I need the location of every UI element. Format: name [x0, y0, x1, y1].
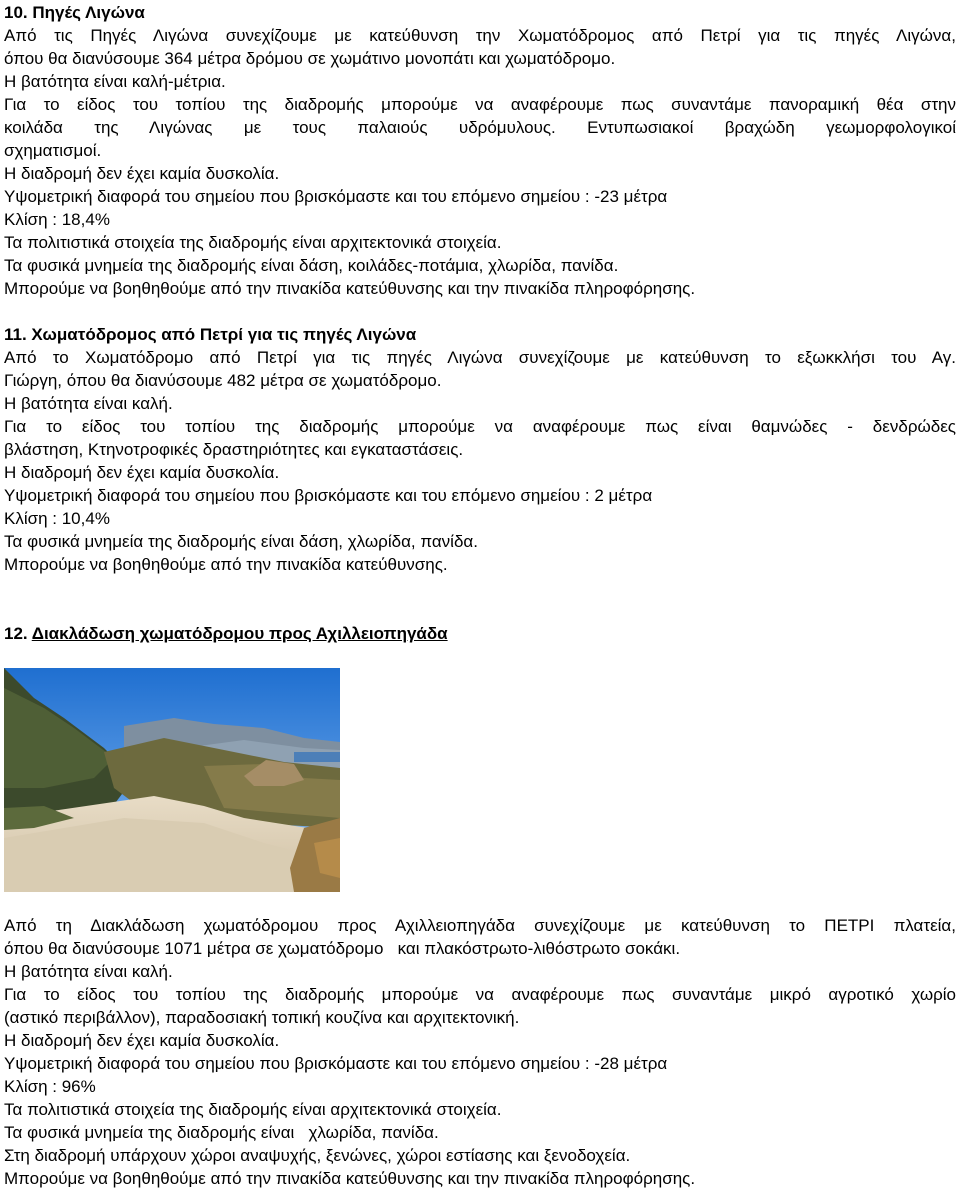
section-heading: 11. Χωματόδρομος από Πετρί για τις πηγές Λιγώνα [4, 325, 417, 344]
paragraph-line: κοιλάδα της Λιγώνας με τους παλαιούς υδρόμυλους. Εντυπωσιακοί βραχώδη γεωμορφολογικοί [4, 118, 956, 137]
paragraph-line: Μπορούμε να βοηθηθούμε από την πινακίδα κατεύθυνσης και την πινακίδα πληροφόρησης. [4, 279, 696, 298]
landscape-photo [4, 668, 340, 892]
paragraph-line: Τα πολιτιστικά στοιχεία της διαδρομής είναι αρχιτεκτονικά στοιχεία. [4, 233, 502, 252]
paragraph-line: Η διαδρομή δεν έχει καμία δυσκολία. [4, 463, 280, 482]
paragraph-line: Τα φυσικά μνημεία της διαδρομής είναι χλωρίδα, πανίδα. [4, 1123, 439, 1142]
section-title-underlined: Διακλάδωση χωματόδρομου προς Αχιλλειοπηγάδα [31, 624, 448, 643]
paragraph-line: Από τις Πηγές Λιγώνα συνεχίζουμε με κατεύθυνση την Χωματόδρομος από Πετρί για τις πηγές Λιγώνα, [4, 26, 956, 45]
section-12 [4, 622, 956, 645]
paragraph-line: Τα πολιτιστικά στοιχεία της διαδρομής είναι αρχιτεκτονικά στοιχεία. [4, 1100, 502, 1119]
section-heading [4, 622, 956, 645]
section-12-body [4, 914, 956, 1190]
paragraph-line: Υψομετρική διαφορά του σημείου που βρισκόμαστε και του επόμενο σημείου : -23 μέτρα [4, 187, 668, 206]
paragraph-line: Τα φυσικά μνημεία της διαδρομής είναι δάση, κοιλάδες-ποτάμια, χλωρίδα, πανίδα. [4, 256, 619, 275]
paragraph-line: Η διαδρομή δεν έχει καμία δυσκολία. [4, 164, 280, 183]
paragraph-line: Από τη Διακλάδωση χωματόδρομου προς Αχιλλειοπηγάδα συνεχίζουμε με κατεύθυνση το ΠΕΤΡΙ πλατεία, [4, 916, 956, 935]
paragraph-line: Γιώργη, όπου θα διανύσουμε 482 μέτρα σε χωματόδρομο. [4, 371, 442, 390]
paragraph-line: σχηματισμοί. [4, 141, 102, 160]
paragraph-line: Από το Χωματόδρομο από Πετρί για τις πηγές Λιγώνα συνεχίζουμε με κατεύθυνση το εξωκκλήσι του Αγ. [4, 348, 956, 367]
paragraph-line: Υψομετρική διαφορά του σημείου που βρισκόμαστε και του επόμενο σημείου : 2 μέτρα [4, 486, 653, 505]
paragraph-line: όπου θα διανύσουμε 364 μέτρα δρόμου σε χωμάτινο μονοπάτι και χωματόδρομο. [4, 49, 616, 68]
paragraph-line: Για το είδος του τοπίου της διαδρομής μπορούμε να αναφέρουμε πως συναντάμε μικρό αγροτικό χωρίο [4, 985, 956, 1004]
paragraph-line: Κλίση : 18,4% [4, 210, 110, 229]
paragraph-line: Για το είδος του τοπίου της διαδρομής μπορούμε να αναφέρουμε πως συναντάμε πανοραμική θέα στην [4, 95, 956, 114]
paragraph-line: Για το είδος του τοπίου της διαδρομής μπορούμε να αναφέρουμε πως είναι θαμνώδες - δενδρώδες [4, 417, 956, 436]
paragraph-line: Κλίση : 10,4% [4, 509, 110, 528]
paragraph-line: Κλίση : 96% [4, 1077, 96, 1096]
section-heading: 10. Πηγές Λιγώνα [4, 3, 145, 22]
paragraph-line: Μπορούμε να βοηθηθούμε από την πινακίδα κατεύθυνσης. [4, 555, 448, 574]
paragraph-line: Η βατότητα είναι καλή-μέτρια. [4, 72, 226, 91]
paragraph-line: Η βατότητα είναι καλή. [4, 962, 173, 981]
paragraph-line: βλάστηση, Κτηνοτροφικές δραστηριότητες και εγκαταστάσεις. [4, 440, 464, 459]
paragraph-line: Η διαδρομή δεν έχει καμία δυσκολία. [4, 1031, 280, 1050]
paragraph-line: (αστικό περιβάλλον), παραδοσιακή τοπική κουζίνα και αρχιτεκτονική. [4, 1008, 520, 1027]
paragraph-line: Τα φυσικά μνημεία της διαδρομής είναι δάση, χλωρίδα, πανίδα. [4, 532, 478, 551]
paragraph-line: Μπορούμε να βοηθηθούμε από την πινακίδα κατεύθυνσης και την πινακίδα πληροφόρησης. [4, 1169, 696, 1188]
paragraph-line: Η βατότητα είναι καλή. [4, 394, 173, 413]
paragraph-line: όπου θα διανύσουμε 1071 μέτρα σε χωματόδρομο και πλακόστρωτο-λιθόστρωτο σοκάκι. [4, 939, 681, 958]
section-11 [4, 323, 956, 576]
paragraph-line: Υψομετρική διαφορά του σημείου που βρισκόμαστε και του επόμενο σημείου : -28 μέτρα [4, 1054, 668, 1073]
section-10 [4, 1, 956, 300]
section-number: 12. [4, 624, 32, 643]
paragraph-line: Στη διαδρομή υπάρχουν χώροι αναψυχής, ξενώνες, χώροι εστίασης και ξενοδοχεία. [4, 1146, 631, 1165]
